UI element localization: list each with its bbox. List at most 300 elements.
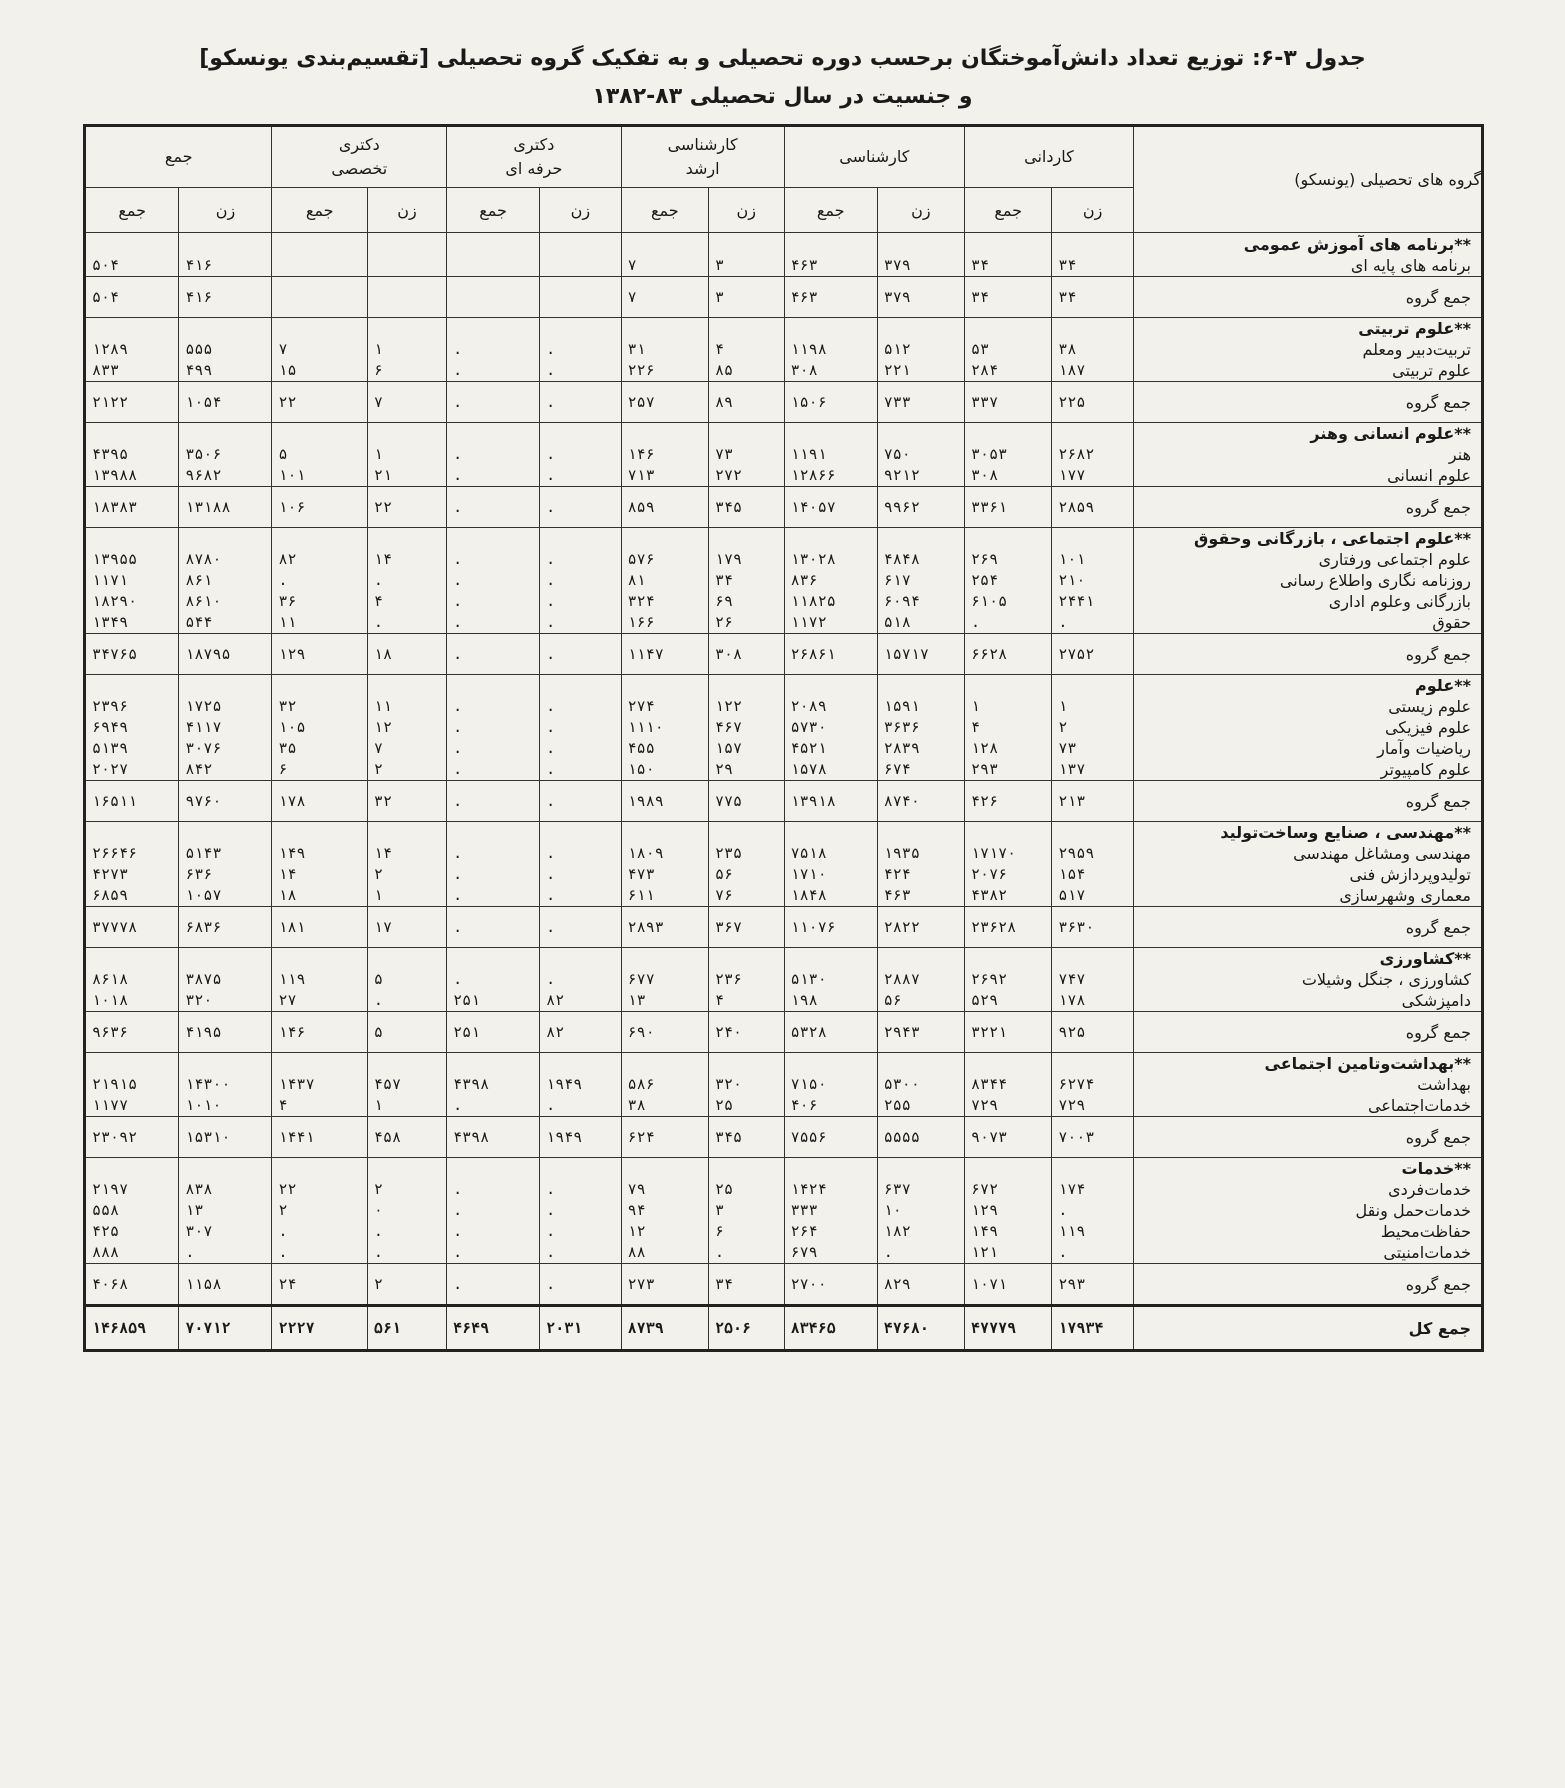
value: ۸۱: [627, 571, 646, 589]
value: ۲: [1058, 718, 1068, 736]
grand-total-value: ۲۵۰۶: [708, 1306, 784, 1351]
total-value-cell: .: [447, 487, 540, 528]
value: ۵: [373, 970, 383, 988]
value-cell: [965, 423, 1052, 487]
section-row: [85, 423, 1483, 487]
section-total-row: [85, 907, 1483, 948]
value: ۶۷۷: [627, 970, 655, 988]
heading-spacer: [453, 423, 535, 444]
heading-spacer: [1058, 1158, 1128, 1179]
value-cell: [877, 318, 964, 382]
field-label: تربیت‌دبیر ومعلم: [1362, 340, 1471, 359]
field-label: علوم فیزیکی: [1384, 718, 1471, 737]
field-label: حقوق: [1432, 613, 1471, 632]
total-value-cell: ۴۲۶: [965, 781, 1052, 822]
heading-spacer: [628, 528, 704, 549]
value: .: [373, 991, 383, 1009]
value: ۴۳۹۸: [453, 1075, 490, 1093]
value: ۸۸: [627, 1243, 646, 1261]
group-total-label: جمع گروه: [1133, 781, 1482, 822]
subheader-jam: جمع: [965, 188, 1052, 233]
value-cell: [784, 233, 877, 277]
value: ۳۷۹: [883, 255, 911, 274]
value: ۳۰۸: [971, 466, 999, 484]
total-value-cell: [540, 277, 621, 318]
value: ۲۶۶۴۶: [92, 844, 138, 862]
value-cell: [540, 233, 621, 277]
value-cell: [784, 675, 877, 781]
total-value-cell: ۳۳۷: [965, 382, 1052, 423]
value-cell: [272, 528, 367, 634]
value: ۱۱: [373, 697, 392, 715]
value: .: [546, 886, 556, 904]
total-value-cell: ۱۰۶: [272, 487, 367, 528]
value: ۱۴۶: [627, 445, 655, 463]
value-cell: [85, 948, 179, 1012]
value-cell: [1052, 822, 1133, 907]
value: .: [453, 571, 463, 589]
value: ۲۹۳: [971, 760, 999, 778]
total-value-cell: ۵۰۴: [85, 277, 179, 318]
heading-spacer: [453, 948, 535, 969]
heading-spacer: [92, 318, 174, 339]
total-value-cell: ۱۵۰۶: [784, 382, 877, 423]
value: ۶۷۲: [971, 1180, 999, 1198]
value: .: [453, 760, 463, 778]
value: ۸۲: [278, 550, 297, 568]
value: ۲۲۶: [627, 361, 655, 379]
value: ۱۴۹: [278, 844, 306, 862]
value: ۳۸۷۵: [185, 970, 222, 988]
heading-spacer: [92, 1158, 174, 1179]
value: ۱: [1058, 697, 1068, 715]
value: ۳: [714, 1201, 724, 1219]
grand-total-value: ۵۶۱: [367, 1306, 446, 1351]
heading-spacer: [1058, 675, 1128, 696]
heading-spacer: [546, 244, 616, 265]
total-value-cell: ۱۶۵۱۱: [85, 781, 179, 822]
value: ۳۱: [627, 340, 646, 358]
heading-spacer: [185, 948, 267, 969]
value-cell: [367, 675, 446, 781]
total-value-cell: ۴۱۶: [179, 277, 272, 318]
value: ۸۳۳: [92, 361, 120, 379]
total-value-cell: ۲: [367, 1264, 446, 1306]
heading-spacer: [884, 948, 960, 969]
value: .: [714, 1243, 724, 1261]
value: ۶۸۵۹: [92, 886, 129, 904]
total-value-cell: ۲۲: [272, 382, 367, 423]
value: .: [546, 340, 556, 358]
value: .: [546, 739, 556, 757]
value: ۳۶۳۶: [883, 718, 920, 736]
subheader-zan: زن: [708, 188, 784, 233]
heading-spacer: [546, 675, 616, 696]
value-cell: [447, 1158, 540, 1264]
value-cell: [621, 1053, 708, 1117]
value: .: [453, 1243, 463, 1261]
heading-spacer: [884, 1158, 960, 1179]
total-value-cell: ۳۴: [965, 277, 1052, 318]
total-value-cell: .: [540, 634, 621, 675]
heading-spacer: [884, 423, 960, 444]
heading-spacer: [791, 234, 873, 255]
value-cell: [784, 1053, 877, 1117]
field-label: علوم اجتماعی ورفتاری: [1318, 550, 1471, 569]
value: ۲: [373, 760, 383, 778]
field-label: معماری وشهرسازی: [1339, 886, 1471, 905]
value: ۶۳۷: [883, 1180, 911, 1198]
value: ۲۵: [714, 1096, 734, 1114]
section-label: [1133, 1158, 1482, 1264]
total-value-cell: ۸۵۹: [621, 487, 708, 528]
group-header-karshenasi: کارشناسی: [784, 126, 964, 188]
value: ۷: [627, 255, 637, 274]
value: ۲۸۴: [971, 361, 999, 379]
value-cell: [272, 1158, 367, 1264]
group-total-label: جمع گروه: [1133, 487, 1482, 528]
value: .: [546, 1243, 556, 1261]
value: ۸۵: [714, 361, 734, 379]
section-row: [85, 822, 1483, 907]
value: ۵۷۳۰: [790, 718, 827, 736]
total-value-cell: ۳۴۵: [708, 487, 784, 528]
value: ۵۱۳۹: [92, 739, 129, 757]
value: ۹۴: [627, 1201, 646, 1219]
value: ۴: [278, 1096, 288, 1114]
value: ۱۱۷۱: [92, 571, 129, 589]
heading-spacer: [278, 423, 362, 444]
total-value-cell: ۷: [367, 382, 446, 423]
value-cell: [179, 233, 272, 277]
value: ۱۵: [278, 361, 297, 379]
total-value-cell: ۲۳۰۹۲: [85, 1117, 179, 1158]
total-value-cell: ۷۰۰۳: [1052, 1117, 1133, 1158]
value-cell: [85, 822, 179, 907]
value-cell: [784, 423, 877, 487]
value-cell: [272, 1053, 367, 1117]
value: ۳۴: [1058, 255, 1077, 274]
heading-spacer: [971, 423, 1047, 444]
heading-spacer: [374, 528, 442, 549]
value: ۳۰۷۶: [185, 739, 222, 757]
value: .: [546, 1096, 556, 1114]
value: .: [453, 1096, 463, 1114]
value: ۱۱۱۰: [627, 718, 664, 736]
total-value-cell: ۲۶۸۶۱: [784, 634, 877, 675]
value: .: [453, 550, 463, 568]
total-value-cell: ۲۱۳: [1052, 781, 1133, 822]
value-cell: [540, 1158, 621, 1264]
value: ۹۲۱۲: [883, 466, 920, 484]
heading-spacer: [971, 1053, 1047, 1074]
heading-spacer: [1058, 948, 1128, 969]
value-cell: [272, 233, 367, 277]
value: ۱۴: [278, 865, 297, 883]
value: ۱۱۸۲۵: [790, 592, 836, 610]
heading-spacer: [453, 318, 535, 339]
value: ۸۷۸۰: [185, 550, 222, 568]
value: .: [546, 844, 556, 862]
value: ۱۰۵: [278, 718, 306, 736]
value-cell: [272, 423, 367, 487]
value: ۹۶۸۲: [185, 466, 222, 484]
value: ۱۰۱۰: [185, 1096, 222, 1114]
section-row: [85, 948, 1483, 1012]
value: ۴۵۷: [373, 1075, 402, 1093]
value-cell: [179, 822, 272, 907]
heading-spacer: [791, 528, 873, 549]
heading-spacer: [278, 318, 362, 339]
heading-spacer: [374, 423, 442, 444]
value: .: [453, 718, 463, 736]
value: ۶: [278, 760, 288, 778]
value: ۵۷۶: [627, 550, 655, 568]
value-cell: [367, 423, 446, 487]
value: .: [546, 760, 556, 778]
field-label: مهندسی ومشاغل مهندسی: [1293, 844, 1471, 863]
value: ۴۸۴۸: [883, 550, 920, 568]
total-value-cell: ۹۲۵: [1052, 1012, 1133, 1053]
value-cell: [272, 318, 367, 382]
value: .: [453, 592, 463, 610]
value: ۱۷۷: [1058, 466, 1086, 484]
table-title: [80, 40, 1485, 116]
section-heading: **علوم اجتماعی ، بازرگانی وحقوق: [1194, 529, 1471, 548]
value: .: [278, 571, 288, 589]
value: .: [546, 865, 556, 883]
section-total-row: [85, 781, 1483, 822]
value-cell: [877, 675, 964, 781]
value-cell: [621, 822, 708, 907]
total-value-cell: ۹۶۳۶: [85, 1012, 179, 1053]
total-value-cell: ۷۷۵: [708, 781, 784, 822]
value: ۲۸۸۷: [883, 970, 920, 988]
value: ۱۳۴۹: [92, 613, 129, 631]
value-cell: [447, 528, 540, 634]
field-label: خدمات‌امنیتی: [1383, 1243, 1471, 1262]
total-value-cell: ۷۳۳: [877, 382, 964, 423]
group-header-karshenasi-arshad: کارشناسی ارشد: [621, 126, 784, 188]
value: ۳۳۳: [790, 1201, 818, 1219]
total-value-cell: .: [540, 382, 621, 423]
value: ۳۸: [1058, 340, 1077, 358]
total-value-cell: .: [540, 781, 621, 822]
value-cell: [708, 528, 784, 634]
value: .: [453, 466, 463, 484]
value: ۲۷۲: [714, 466, 743, 484]
heading-spacer: [546, 528, 616, 549]
heading-spacer: [278, 675, 362, 696]
value: ۷۵۰: [883, 445, 911, 463]
value: ۷۳: [1058, 739, 1077, 757]
group-total-label: جمع گروه: [1133, 1264, 1482, 1306]
value: ۱۷۸: [1058, 991, 1086, 1009]
total-value-cell: ۵: [367, 1012, 446, 1053]
value: .: [453, 1222, 463, 1240]
subheader-zan: زن: [540, 188, 621, 233]
value: ۷۲۹: [971, 1096, 999, 1114]
value: .: [546, 571, 556, 589]
value: ۸۲: [546, 991, 565, 1009]
heading-spacer: [453, 1053, 535, 1074]
heading-spacer: [971, 1158, 1047, 1179]
heading-spacer: [971, 675, 1047, 696]
heading-spacer: [453, 822, 535, 843]
total-value-cell: ۳۴: [1052, 277, 1133, 318]
value: .: [1058, 1201, 1068, 1219]
heading-spacer: [92, 948, 174, 969]
subheader-jam: جمع: [447, 188, 540, 233]
heading-spacer: [715, 822, 780, 843]
value: ۱۸۲۹۰: [92, 592, 138, 610]
title-line-2: و جنسیت در سال تحصیلی ۸۳-۱۳۸۲: [592, 84, 973, 109]
value-cell: [621, 423, 708, 487]
value: ۳۰۵۳: [971, 445, 1008, 463]
value-cell: [179, 528, 272, 634]
value: ۶۱۷: [883, 571, 911, 589]
grand-total-value: ۴۷۶۸۰: [877, 1306, 964, 1351]
value-cell: [179, 423, 272, 487]
value: ۱۲۲: [714, 697, 743, 715]
heading-spacer: [1058, 1053, 1128, 1074]
value: ۴: [714, 991, 724, 1009]
value: ۸۴۲: [185, 760, 213, 778]
value: ۴۶۳: [883, 886, 911, 904]
total-value-cell: ۳۷۹: [877, 277, 964, 318]
value-cell: [1052, 675, 1133, 781]
value: ۱۴۳۷: [278, 1075, 315, 1093]
value: ۱۷۱۷۰: [971, 844, 1017, 862]
total-value-cell: ۲۷۳: [621, 1264, 708, 1306]
heading-spacer: [374, 1053, 442, 1074]
value: .: [546, 1222, 556, 1240]
total-value-cell: ۲۸۵۹: [1052, 487, 1133, 528]
heading-spacer: [92, 234, 174, 255]
heading-spacer: [715, 234, 780, 255]
value: ۲۶: [714, 613, 734, 631]
subheader-jam: جمع: [272, 188, 367, 233]
section-row: [85, 528, 1483, 634]
value: ۲۴۴۱: [1058, 592, 1095, 610]
section-row: [85, 1053, 1483, 1117]
value: ۲۵۱: [453, 991, 481, 1009]
heading-spacer: [278, 1158, 362, 1179]
value: ۱۲۸۹: [92, 340, 129, 358]
value-cell: [621, 318, 708, 382]
value: .: [546, 1180, 556, 1198]
total-value-cell: ۲۲: [367, 487, 446, 528]
heading-spacer: [715, 423, 780, 444]
total-value-cell: ۲۸۲۲: [877, 907, 964, 948]
total-value-cell: ۵۳۲۸: [784, 1012, 877, 1053]
value: ۱۹۳۵: [883, 844, 920, 862]
value-cell: [877, 1158, 964, 1264]
section-heading: **خدمات: [1401, 1159, 1471, 1178]
value: .: [453, 340, 463, 358]
value: ۱۸۷: [1058, 361, 1086, 379]
value: ۲۰۲۷: [92, 760, 129, 778]
value: ۱۱۹: [1058, 1222, 1086, 1240]
value: ۱: [373, 340, 383, 358]
value-cell: [540, 318, 621, 382]
value: ۱۶۶: [627, 613, 655, 631]
heading-spacer: [278, 822, 362, 843]
total-value-cell: ۲۴۰: [708, 1012, 784, 1053]
value: ۷۱۳: [627, 466, 655, 484]
value: ۱۰۱: [278, 466, 306, 484]
total-value-cell: ۴۶۳: [784, 277, 877, 318]
group-total-label: جمع گروه: [1133, 1012, 1482, 1053]
value: ۴۲۵: [92, 1222, 120, 1240]
value: ۲۹۵۹: [1058, 844, 1095, 862]
total-value-cell: ۶۲۴: [621, 1117, 708, 1158]
value: .: [373, 1243, 383, 1261]
heading-spacer: [546, 948, 616, 969]
value: ۱: [373, 1096, 383, 1114]
total-value-cell: ۴۰۶۸: [85, 1264, 179, 1306]
value-cell: [540, 423, 621, 487]
heading-spacer: [628, 234, 704, 255]
value: .: [373, 613, 383, 631]
heading-spacer: [374, 244, 442, 265]
value: ۲۶۹: [971, 550, 999, 568]
value: ۵: [278, 445, 288, 463]
section-label: [1133, 528, 1482, 634]
total-value-cell: ۳۲۲۱: [965, 1012, 1052, 1053]
graduates-table: [83, 124, 1484, 1352]
total-value-cell: .: [540, 487, 621, 528]
field-label: تولیدوپردازش فنی: [1349, 865, 1471, 884]
value: ۵۰۴: [92, 255, 120, 274]
value: ۱۲۱: [971, 1243, 999, 1261]
total-value-cell: ۲۵۷: [621, 382, 708, 423]
value: ۶۱۰۵: [971, 592, 1008, 610]
heading-spacer: [185, 1053, 267, 1074]
value-cell: [367, 1158, 446, 1264]
value-cell: [179, 1158, 272, 1264]
heading-spacer: [185, 675, 267, 696]
heading-spacer: [185, 318, 267, 339]
value: ۵۶: [714, 865, 734, 883]
section-row: [85, 233, 1483, 277]
heading-spacer: [453, 1158, 535, 1179]
value-cell: [708, 318, 784, 382]
field-label: علوم تربیتی: [1392, 361, 1471, 380]
value: ۷۵۱۸: [790, 844, 827, 862]
heading-spacer: [546, 1053, 616, 1074]
section-total-row: [85, 634, 1483, 675]
field-label: هنر: [1448, 445, 1471, 464]
value: ۲۵: [714, 1180, 734, 1198]
total-value-cell: ۱۸۱: [272, 907, 367, 948]
heading-spacer: [92, 528, 174, 549]
total-value-cell: ۱۰۵۴: [179, 382, 272, 423]
value-cell: [447, 423, 540, 487]
heading-spacer: [374, 318, 442, 339]
value-cell: [621, 675, 708, 781]
heading-spacer: [1058, 318, 1128, 339]
section-total-row: [85, 1012, 1483, 1053]
total-value-cell: ۸۷۴۰: [877, 781, 964, 822]
value: .: [546, 1201, 556, 1219]
value-cell: [367, 822, 446, 907]
value-cell: [447, 318, 540, 382]
total-value-cell: ۳۶۷: [708, 907, 784, 948]
value: .: [453, 1201, 463, 1219]
value: ۱۳۰۲۸: [790, 550, 836, 568]
value: ۱۹۸: [790, 991, 818, 1009]
